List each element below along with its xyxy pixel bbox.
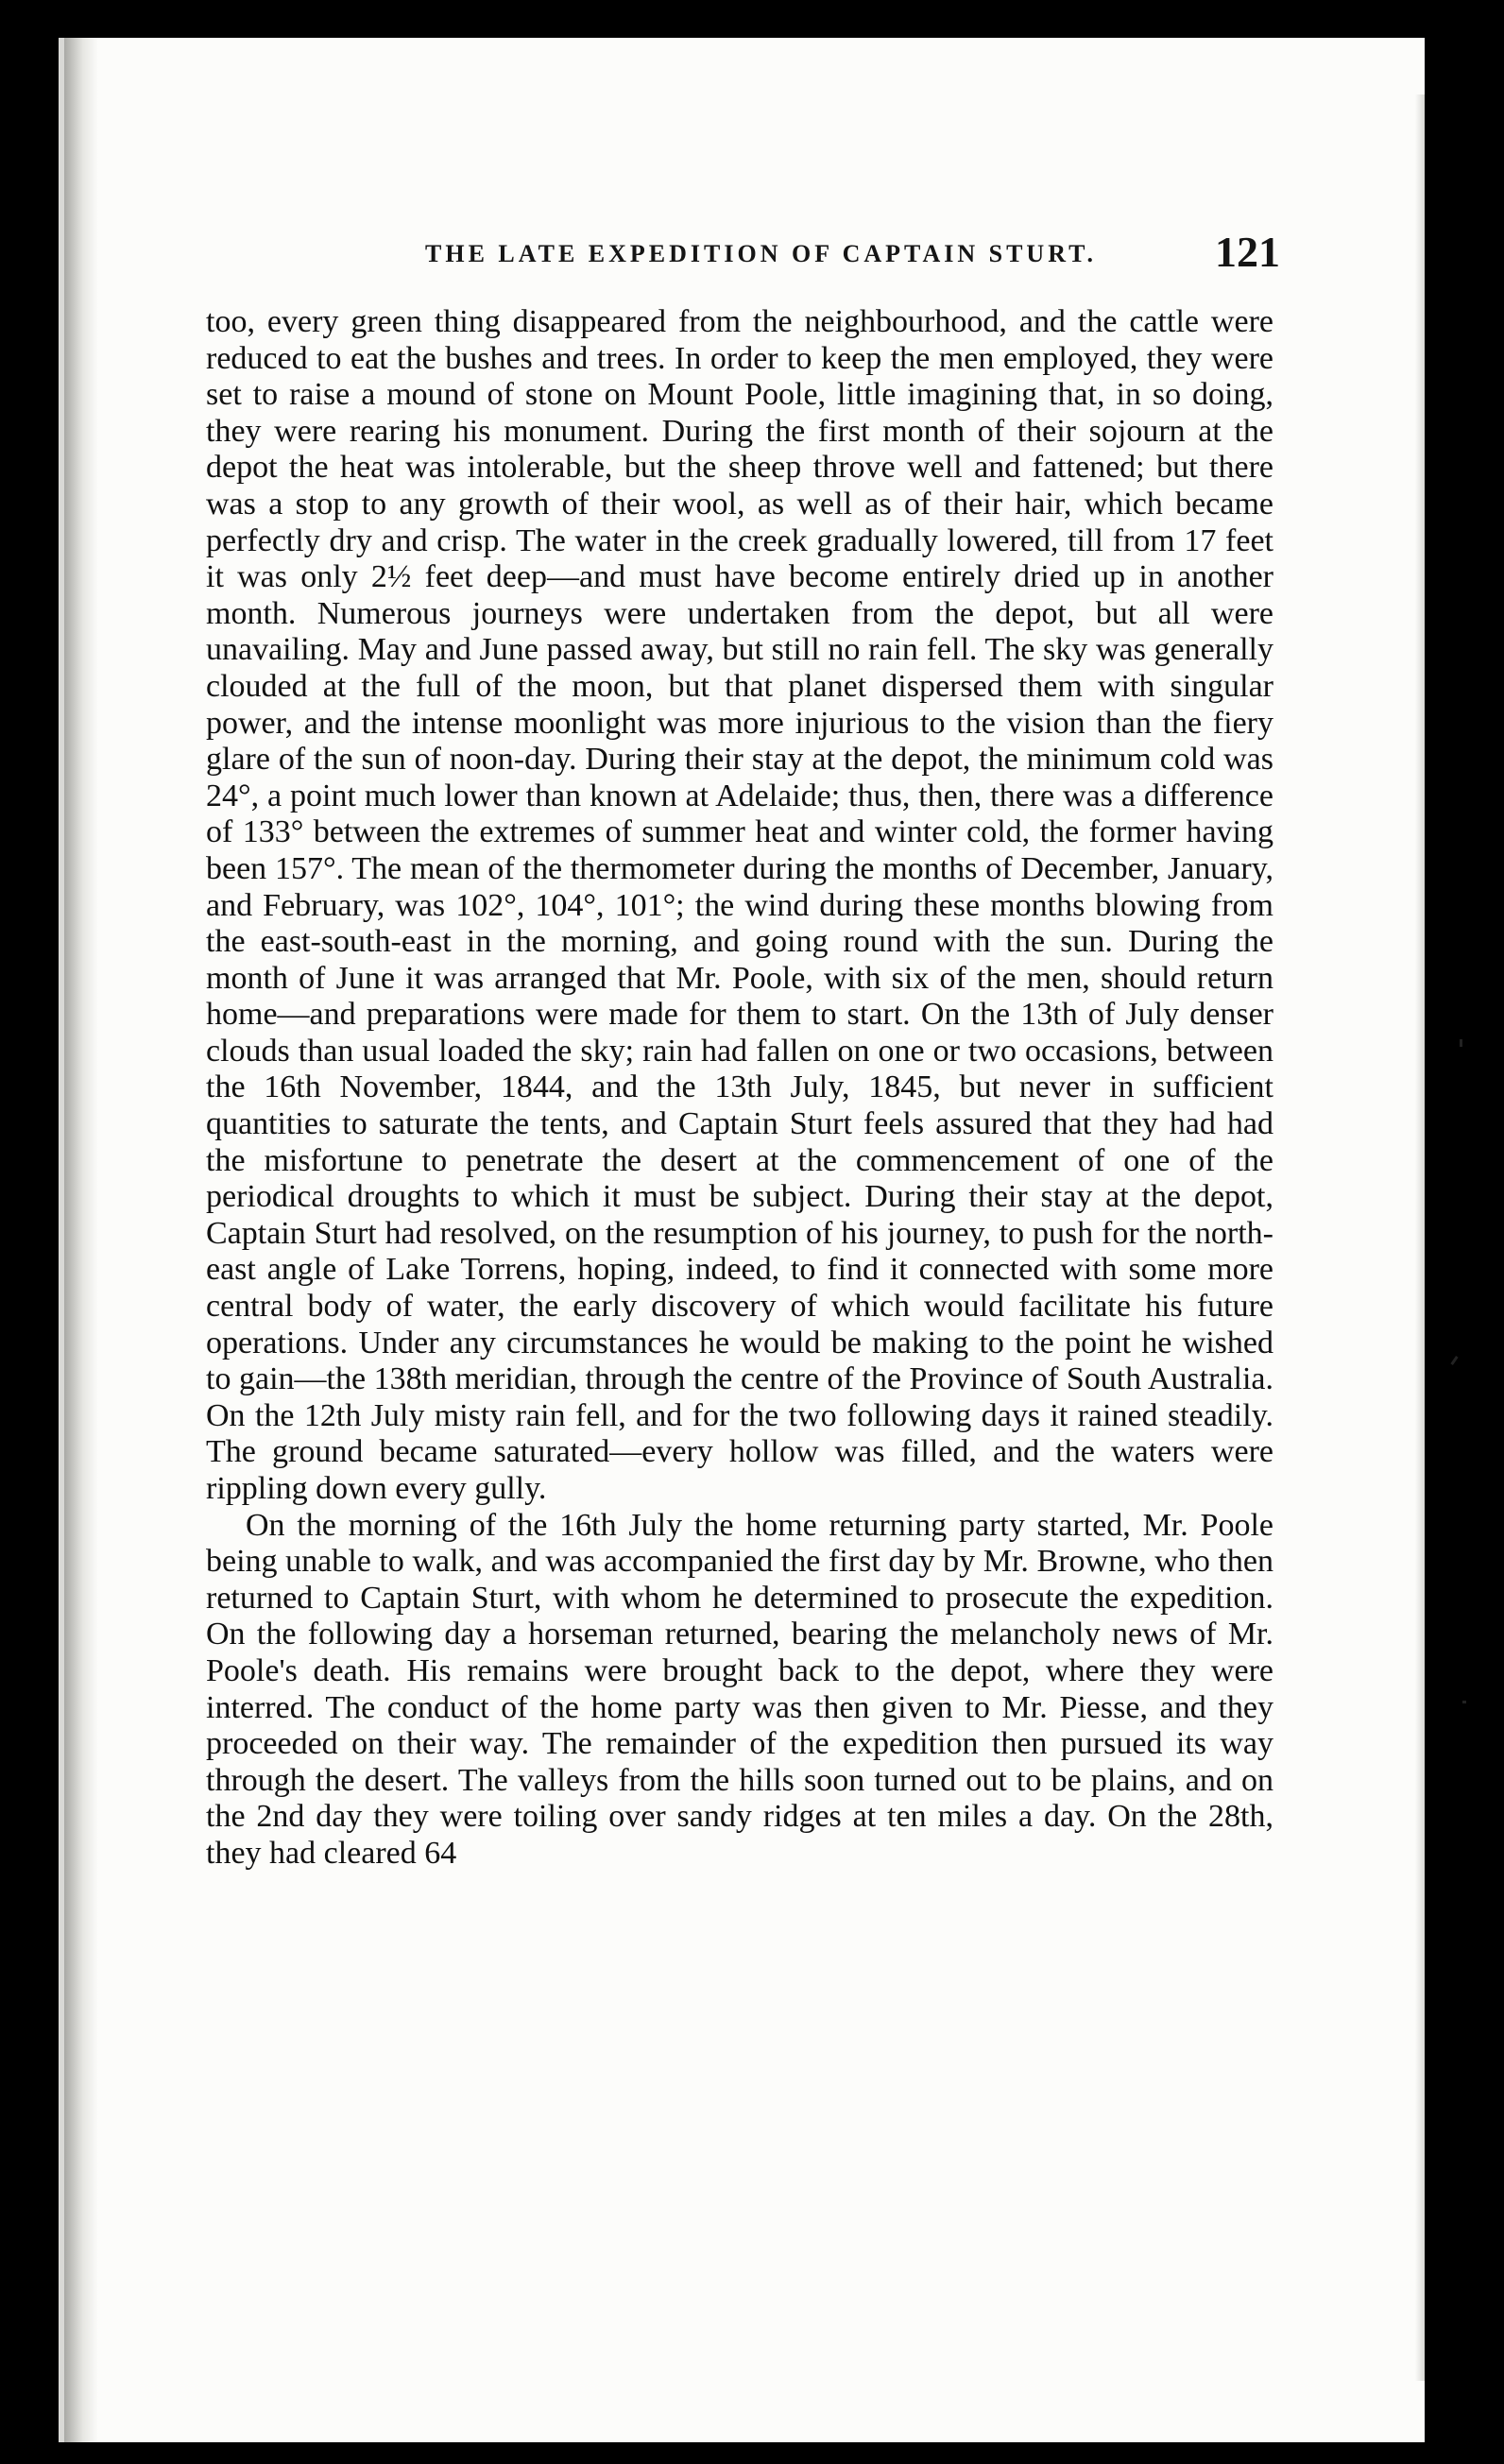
scan-speck <box>1460 1039 1462 1047</box>
running-head <box>198 227 1280 293</box>
paragraph: On the morning of the 16th July the home returning party started, Mr. Poole being unable to walk, and was accompanied the first day by Mr. Browne, who then returned to Captain Sturt, with whom he determined to prosecute the expedition. On the following day a horseman returned, bearing the melancholy news of Mr. Poole's death. His remains were brought back to the depot, where they were interred. The conduct of the home party was then given to Mr. Piesse, and they proceeded on their way. The remainder of the expedition then pursued its way through the desert. The valleys from the hills soon turned out to be plains, and on the 2nd day they were toiling over sandy ridges at ten miles a day. On the 28th, they had cleared 64 <box>206 1507 1273 1871</box>
paragraph: too, every green thing disappeared from the neighbourhood, and the cattle were reduced to eat the bushes and trees. In order to keep the men employed, they were set to raise a mound of stone on Mount Poole, little imagining that, in so doing, they were rearing his monument. During the first month of their sojourn at the depot the heat was intolerable, but the sheep throve well and fattened; but there was a stop to any growth of their wool, as well as of their hair, which became perfectly dry and crisp. The water in the creek gradually lowered, till from 17 feet it was only 2½ feet deep—and must have become entirely dried up in another month. Numerous journeys were undertaken from the depot, but all were unavailing. May and June passed away, but still no rain fell. The sky was generally clouded at the full of the moon, but that planet dispersed them with singular power, and the intense moonlight was more injurious to the vision than the fiery glare of the sun of noon-day. During their stay at the depot, the minimum cold was 24°, a point much lower than known at Adelaide; thus, then, there was a difference of 133° between the extremes of summer heat and winter cold, the former having been 157°. The mean of the thermometer during the months of December, January, and February, was 102°, 104°, 101°; the wind during these months blowing from the east-south-east in the morning, and going round with the sun. During the month of June it was arranged that Mr. Poole, with six of the men, should return home—and preparations were made for them to start. On the 13th of July denser clouds than usual loaded the sky; rain had fallen on one or two occasions, between the 16th November, 1844, and the 13th July, 1845, but never in sufficient quantities to saturate the tents, and Captain Sturt feels assured that they had had the misfortune to penetrate the desert at the commencement of one of the periodical droughts to which it must be subject. During their stay at the depot, Captain Sturt had resolved, on the resumption of his journey, to push for the north-east angle of Lake Torrens, hoping, indeed, to find it connected with some more central body of water, the early discovery of which would facilitate his future operations. Under any circumstances he would be making to the point he wished to gain—the 138th meridian, through the centre of the Province of South Australia. On the 12th July misty rain fell, and for the two following days it rained steadily. The ground became saturated—every hollow was filled, and the waters were rippling down every gully. <box>206 304 1273 1506</box>
binding-shadow <box>64 38 98 2442</box>
page-number: 121 <box>1215 228 1280 276</box>
scan-speck <box>1450 1356 1458 1365</box>
scan-speck <box>1462 1701 1466 1703</box>
running-head-title: THE LATE EXPEDITION OF CAPTAIN STURT. <box>425 240 1097 267</box>
page-edge <box>1415 94 1425 2381</box>
body-text <box>206 304 1273 1873</box>
